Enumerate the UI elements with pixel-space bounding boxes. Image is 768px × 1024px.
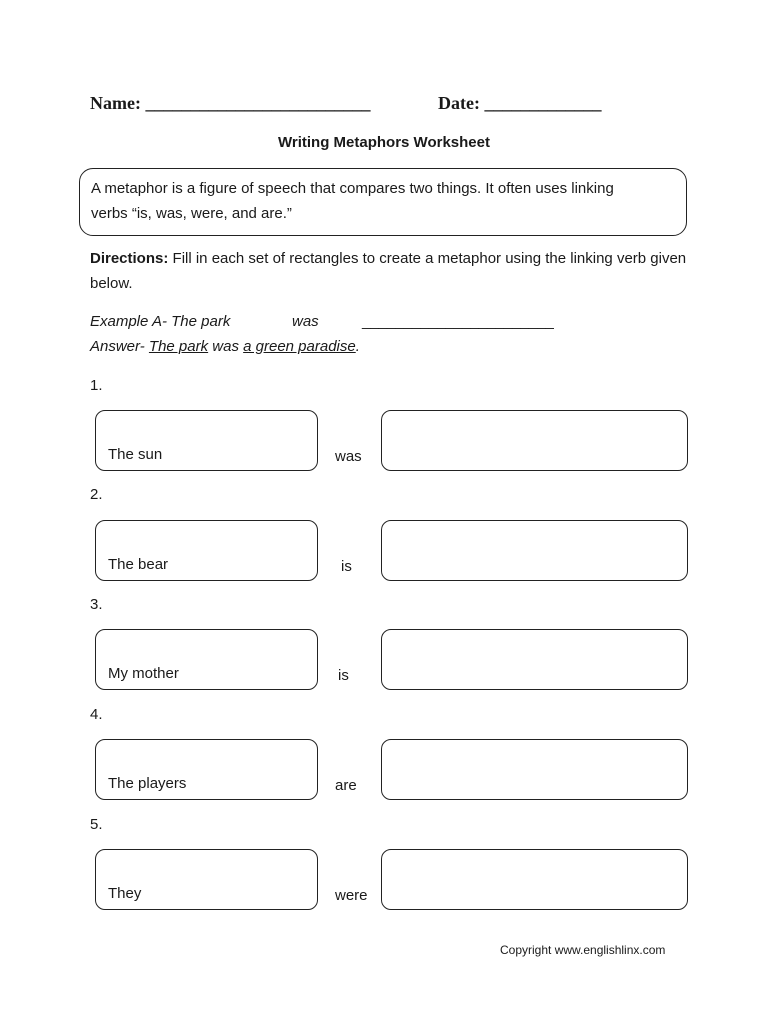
answer-prefix: Answer- — [90, 338, 149, 355]
subject-text: The players — [108, 775, 187, 792]
name-field-label: Name: _________________________ — [90, 93, 371, 113]
answer-subject: The park — [148, 338, 209, 355]
answer-box[interactable] — [381, 410, 688, 471]
question-number: 1. — [90, 377, 103, 394]
answer-box[interactable] — [381, 849, 688, 910]
subject-box — [95, 849, 318, 910]
answer-verb: was — [208, 338, 244, 355]
subject-text: The sun — [108, 446, 163, 463]
copyright-notice: Copyright www.englishlinx.com — [500, 943, 666, 957]
answer-metaphor: a green paradise — [243, 338, 356, 355]
example-prompt: Example A- The park — [90, 313, 231, 330]
answer-box[interactable] — [381, 629, 688, 690]
directions-text: Fill in each set of rectangles to create a metaphor using the linking verb given below. — [90, 250, 687, 292]
subject-box — [95, 629, 318, 690]
example-answer — [90, 338, 360, 355]
subject-box — [95, 739, 318, 800]
worksheet-title: Writing Metaphors Worksheet — [278, 134, 490, 151]
subject-text: The bear — [108, 556, 169, 573]
linking-verb: is — [341, 558, 352, 575]
subject-box — [95, 520, 318, 581]
linking-verb: were — [335, 887, 368, 904]
question-number: 2. — [90, 486, 103, 503]
date-field-label: Date: _____________ — [438, 93, 602, 113]
answer-box[interactable] — [381, 739, 688, 800]
directions-label: Directions: — [90, 250, 169, 267]
question-number: 4. — [90, 706, 103, 723]
definition-box — [79, 168, 687, 236]
directions — [90, 246, 690, 296]
definition-line-2: verbs “is, was, were, and are.” — [91, 205, 292, 222]
subject-text: My mother — [108, 665, 179, 682]
example-blank: _______________________ — [362, 313, 554, 330]
question-number: 5. — [90, 816, 103, 833]
linking-verb: are — [335, 777, 357, 794]
example-verb: was — [292, 313, 319, 330]
definition-line-1: A metaphor is a figure of speech that compares two things. It often uses linking — [91, 180, 614, 197]
linking-verb: was — [335, 448, 362, 465]
subject-text: They — [108, 885, 142, 902]
answer-end: . — [355, 338, 360, 355]
answer-box[interactable] — [381, 520, 688, 581]
question-number: 3. — [90, 596, 103, 613]
linking-verb: is — [338, 667, 349, 684]
subject-box — [95, 410, 318, 471]
